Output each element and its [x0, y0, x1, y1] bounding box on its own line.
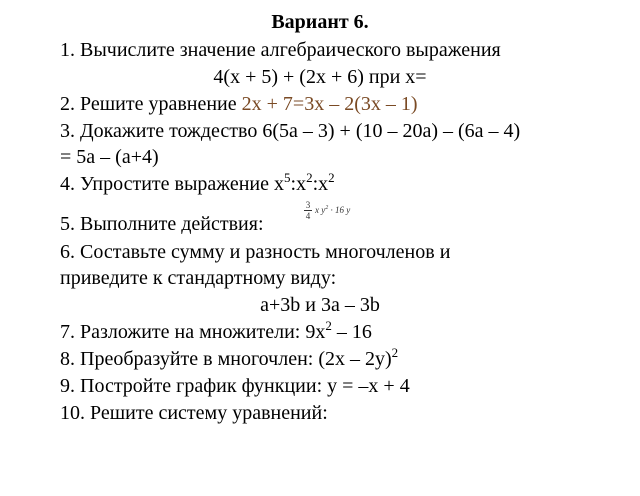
task-6-expression: a+3b и 3a – 3b [260, 294, 380, 316]
task-5-multiplier: · 16 y [328, 205, 351, 215]
variant-title: Вариант 6. [271, 11, 369, 33]
task-5-fraction [304, 200, 312, 221]
task-7-exponent: 2 [325, 318, 332, 333]
task-4-exponent-3: 2 [328, 170, 335, 185]
task-4-divide-2: :x [312, 173, 329, 195]
task-7-text: 7. Разложите на множители: 9x [60, 321, 326, 343]
task-10-text: 10. Решите систему уравнений: [60, 402, 328, 424]
task-4-text: 4. Упростите выражение x [60, 173, 285, 195]
task-8 [60, 347, 398, 371]
task-2-text: 2. Решите уравнение [60, 93, 242, 115]
task-2 [60, 92, 418, 116]
task-5-product [315, 205, 350, 215]
task-4-exponent-2: 2 [306, 170, 313, 185]
task-4-exponent-1: 5 [284, 170, 291, 185]
task-9-text: 9. Постройте график функции: y = –x + 4 [60, 375, 410, 397]
task-3-line-1: 3. Докажите тождество 6(5a – 3) + (10 – 20a) – (6a – 4) [60, 120, 521, 142]
task-3-line-2: = 5a – (a+4) [60, 146, 159, 168]
task-5-monomial: x y [315, 205, 326, 215]
task-8-exponent: 2 [391, 345, 399, 360]
task-5-text: 5. Выполните действия: [60, 213, 264, 235]
task-8-text: 8. Преобразуйте в многочлен: (2x – 2y) [60, 348, 392, 370]
fraction-numerator: 3 [305, 200, 311, 210]
task-6-line-1: 6. Составьте сумму и разность многочленов и [60, 241, 451, 263]
task-1-text: 1. Вычислите значение алгебраического выражения [60, 39, 501, 61]
task-4 [60, 172, 335, 196]
task-7 [60, 320, 372, 344]
task-4-divide-1: :x [290, 173, 307, 195]
task-6-line-2: приведите к стандартному виду: [60, 267, 337, 289]
task-2-equation: 2x + 7=3x – 2(3x – 1) [241, 93, 418, 115]
task-5-exponent: 2 [325, 205, 329, 211]
task-7-suffix: – 16 [331, 321, 372, 343]
fraction-denominator: 4 [305, 211, 311, 221]
task-1-expression: 4(x + 5) + (2x + 6) при x= [213, 66, 427, 88]
